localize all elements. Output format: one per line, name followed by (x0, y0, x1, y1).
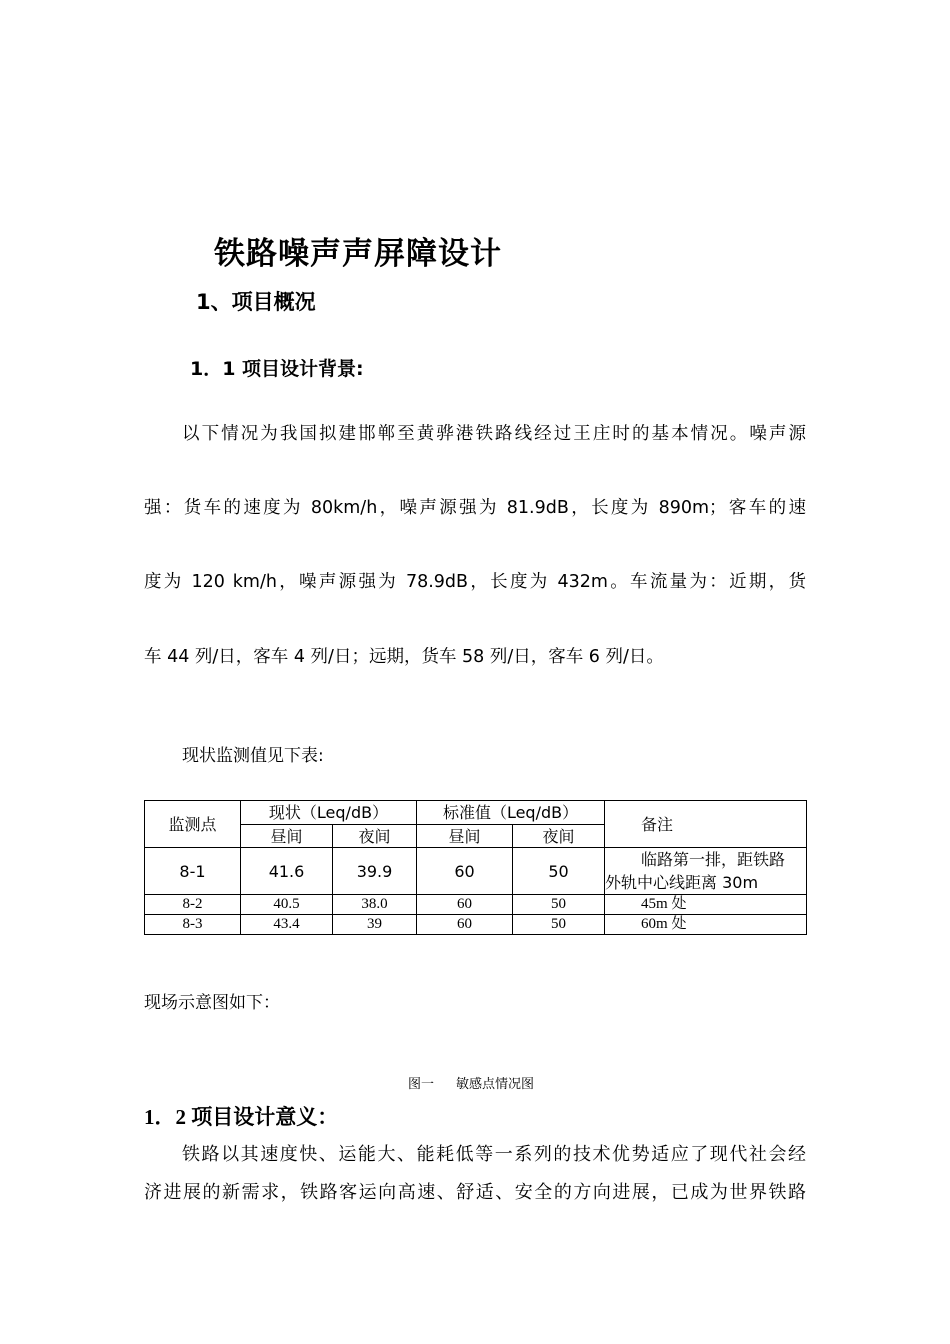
section-heading-1-1: 1．1 项目设计背景: (190, 358, 364, 380)
cell-point: 8-1 (145, 848, 241, 895)
cell-standard-day: 60 (417, 848, 513, 895)
header-current: 现状（Leq/dB） (241, 801, 417, 825)
header-note: 备注 (605, 801, 807, 848)
figure-caption (408, 1073, 556, 1092)
cell-point: 8-2 (145, 895, 241, 915)
cell-current-day: 41.6 (241, 848, 333, 895)
paragraph-line: 济进展的新需求，铁路客运向高速、舒适、安全的方向进展，已成为世界铁路 (144, 1182, 806, 1202)
cell-current-night: 38.0 (333, 895, 417, 915)
section-heading-1: 1、项目概况 (196, 290, 316, 314)
cell-standard-day: 60 (417, 895, 513, 915)
note-line: 外轨中心线距离 30m (605, 873, 759, 892)
header-current-night: 夜间 (333, 825, 417, 848)
header-current-day: 昼间 (241, 825, 333, 848)
cell-standard-day: 60 (417, 915, 513, 935)
table-row (145, 915, 807, 935)
header-point: 监测点 (145, 801, 241, 848)
figure-label: 图一 (408, 1076, 435, 1091)
figure-caption-text: 敏感点情况图 (456, 1076, 535, 1091)
paragraph-line: 铁路以其速度快、运能大、能耗低等一系列的技术优势适应了现代社会经 (182, 1144, 806, 1164)
header-standard-night: 夜间 (513, 825, 605, 848)
paragraph-line: 度为 120 km/h，噪声源强为 78.9dB，长度为 432m。车流量为：近期，货 (144, 572, 806, 592)
section-heading-1-2: 1．2 项目设计意义： (144, 1105, 339, 1129)
cell-current-night: 39 (333, 915, 417, 935)
header-standard: 标准值（Leq/dB） (417, 801, 605, 825)
table-row (145, 895, 807, 915)
paragraph-line: 强：货车的速度为 80km/h，噪声源强为 81.9dB，长度为 890m；客车的速 (144, 498, 806, 518)
table-intro: 现状监测值见下表: (182, 746, 324, 766)
cell-note: 45m 处 (605, 895, 807, 915)
scene-diagram-intro: 现场示意图如下： (144, 993, 280, 1012)
cell-note: 60m 处 (605, 915, 807, 935)
cell-standard-night: 50 (513, 848, 605, 895)
cell-standard-night: 50 (513, 915, 605, 935)
paragraph-line: 以下情况为我国拟建邯郸至黄骅港铁路线经过王庄时的基本情况。噪声源 (182, 424, 806, 444)
paragraph-line: 车 44 列/日，客车 4 列/日；远期，货车 58 列/日，客车 6 列/日。 (144, 647, 664, 667)
note-line: 临路第一排，距铁路 (641, 850, 786, 869)
cell-note (605, 848, 807, 895)
cell-point: 8-3 (145, 915, 241, 935)
cell-current-night: 39.9 (333, 848, 417, 895)
document-title: 铁路噪声声屏障设计 (214, 236, 502, 272)
cell-current-day: 40.5 (241, 895, 333, 915)
header-standard-day: 昼间 (417, 825, 513, 848)
table-row (145, 848, 807, 895)
cell-standard-night: 50 (513, 895, 605, 915)
cell-current-day: 43.4 (241, 915, 333, 935)
monitoring-table (144, 800, 807, 935)
